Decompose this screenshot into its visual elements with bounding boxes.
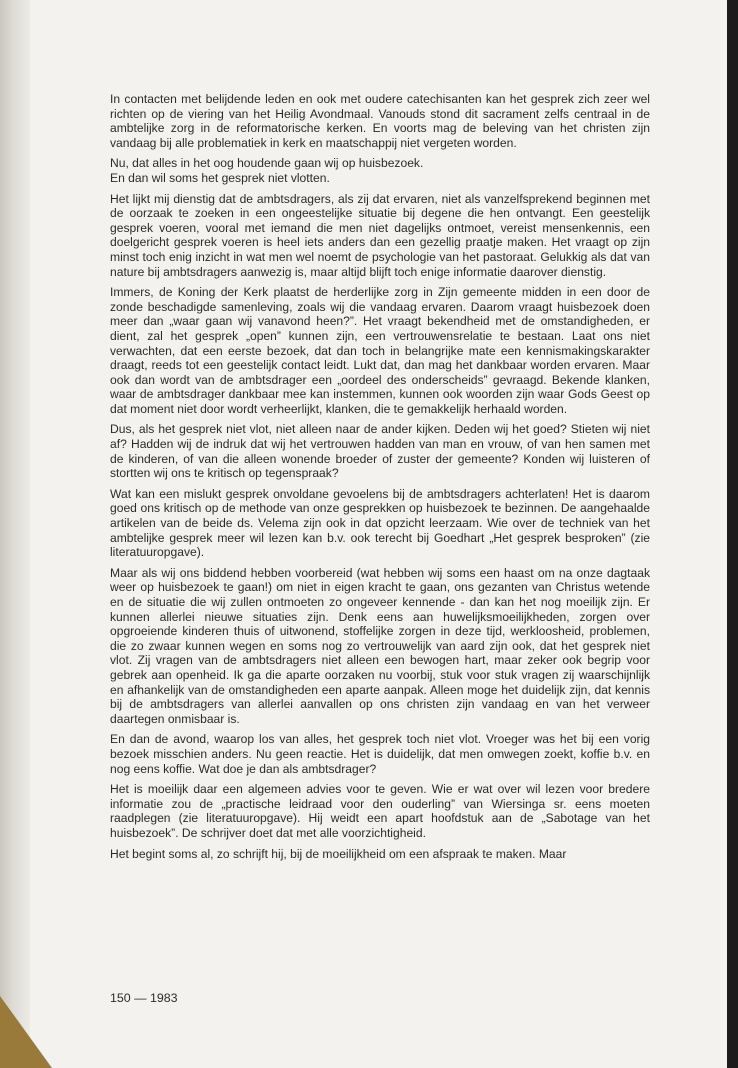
paragraph: In contacten met belijdende leden en ook met oudere catechisanten kan het gesprek zich zeer wel richten op de viering van het Heilig Avondmaal. Vanouds stond dit sacrament zelfs centraal in de ambtelijke zorg in de reformatorische kerken. En voorts mag de beleving van het christen zijn vandaag bij alle problematiek in kerk en maatschappij niet vergeten worden. <box>110 92 650 150</box>
paragraph: Wat kan een mislukt gesprek onvoldane gevoelens bij de ambtsdragers achterlaten! Het is daarom goed ons kritisch op de methode van onze gesprekken op huisbezoek te bezinnen. De aangehaalde artikelen van de beide ds. Velema zijn ook in dat opzicht leerzaam. Wie over de techniek van het ambtelijke gesprek meer wil lezen kan b.v. ook terecht bij Goedhart „Het gesprek besproken” (zie literatuuropgave). <box>110 486 650 560</box>
paragraph: Het is moeilijk daar een algemeen advies voor te geven. Wie er wat over wil lezen voor bredere informatie zou de „practische leidraad voor den ouderling” van Wiersinga sr. eens moeten raadplegen (zie literatuuropgave). Hij weidt een apart hoofdstuk aan de „Sabotage van het huisbezoek”. De schrijver doet dat met alle voorzichtigheid. <box>110 782 650 840</box>
folded-corner <box>0 996 52 1068</box>
paragraph: Het begint soms al, zo schrijft hij, bij de moeilijkheid om een afspraak te maken. Maar <box>110 846 567 861</box>
paragraph: Nu, dat alles in het oog houdende gaan wij op huisbezoek. <box>110 156 424 171</box>
paragraph: Immers, de Koning der Kerk plaatst de herderlijke zorg in Zijn gemeente midden in een door de zonde beschadigde samenleving, zoals wij die vandaag ervaren. Daarom vraagt huisbezoek doen meer dan „waar gaan wij vanavond heen?”. Het vraagt bekendheid met de omstandigheden, er dient, zal het gesprek „open” kunnen zijn, een vertrouwensrelatie te bestaan. Laat ons niet verwachten, dat een eerste bezoek, dat dan toch in belangrijke mate een kennismakingskarakter draagt, reeds tot een geestelijk contact leidt. Lukt dat, dan mag het dankbaar worden ervaren. Maar ook dan wordt van de ambtsdrager een „oordeel des onderscheids” gevraagd. Bekende klanken, waar de ambtsdrager dankbaar mee kan instemmen, kunnen ook woorden zijn waar Gods Geest op dat moment niet door wordt verheerlijkt, klanken, die te gemakkelijk herhaald worden. <box>110 285 650 416</box>
paragraph: En dan de avond, waarop los van alles, het gesprek toch niet vlot. Vroeger was het bij een vorig bezoek misschien anders. Nu geen reactie. Het is duidelijk, dat men omwegen zoekt, koffie b.v. en nog eens koffie. Wat doe je dan als ambtsdrager? <box>110 732 650 776</box>
article-body <box>110 92 650 861</box>
paragraph: Maar als wij ons biddend hebben voorbereid (wat hebben wij soms een haast om na onze dagtaak weer op huisbezoek te gaan!) om niet in eigen kracht te gaan, ons gezanten van Christus wetende en de situatie die wij zullen ontmoeten zo ongeveer kennende - dan kan het nog moeilijk zijn. Er kunnen allerlei nieuwe situaties zijn. Denk eens aan huwelijksmoeilijkheden, zorgen over opgroeiende kinderen thuis of uitwonend, stoffelijke zorgen in deze tijd, werkloosheid, problemen, die zo zwaar kunnen wegen en soms nog zo vertrouwelijk van aard zijn ook, dat het gesprek niet vlot. Zij vragen van de ambtsdragers niet alleen een bewogen hart, maar zeker ook begrip voor gebrek aan openheid. Ik ga die aparte oorzaken nu voorbij, stuk voor stuk vragen zij waarschijnlijk en afhankelijk van de omstandigheden een aparte aanpak. Alleen moge het duidelijk zijn, dat kennis bij de ambtsdragers van allerlei aanvallen op ons christen zijn vandaag en van het verweer daartegen onmisbaar is. <box>110 565 650 726</box>
paragraph: Het lijkt mij dienstig dat de ambtsdragers, als zij dat ervaren, niet als vanzelfsprekend beginnen met de oorzaak te zoeken in een ongeestelijke situatie bij degene die hen ontvangt. Een geestelijk gesprek voeren, vooral met iemand die men niet dagelijks ontmoet, vereist mensenkennis, een doelgericht gesprek voeren is heel iets anders dan een gezellig praatje maken. Het vraagt op zijn minst toch enig inzicht in wat men wel noemt de psychologie van het pastoraat. Gelukkig als dat van nature bij ambtsdragers aanwezig is, maar altijd blijft toch enige informatie daarover dienstig. <box>110 191 650 279</box>
page-footer: 150 — 1983 <box>110 991 178 1005</box>
paragraph: Dus, als het gesprek niet vlot, niet alleen naar de ander kijken. Deden wij het goed? Stieten wij niet af? Hadden wij de indruk dat wij het vertrouwen hadden van man en vrouw, of van hen samen met de kinderen, of van die alleen wonende broeder of zuster der gemeente? Konden wij luisteren of stortten wij ons te kritisch op tegenspraak? <box>110 422 650 481</box>
page-spine-shadow <box>0 0 30 1068</box>
scan-edge <box>727 0 738 1068</box>
paragraph: En dan wil soms het gesprek niet vlotten. <box>110 170 330 185</box>
